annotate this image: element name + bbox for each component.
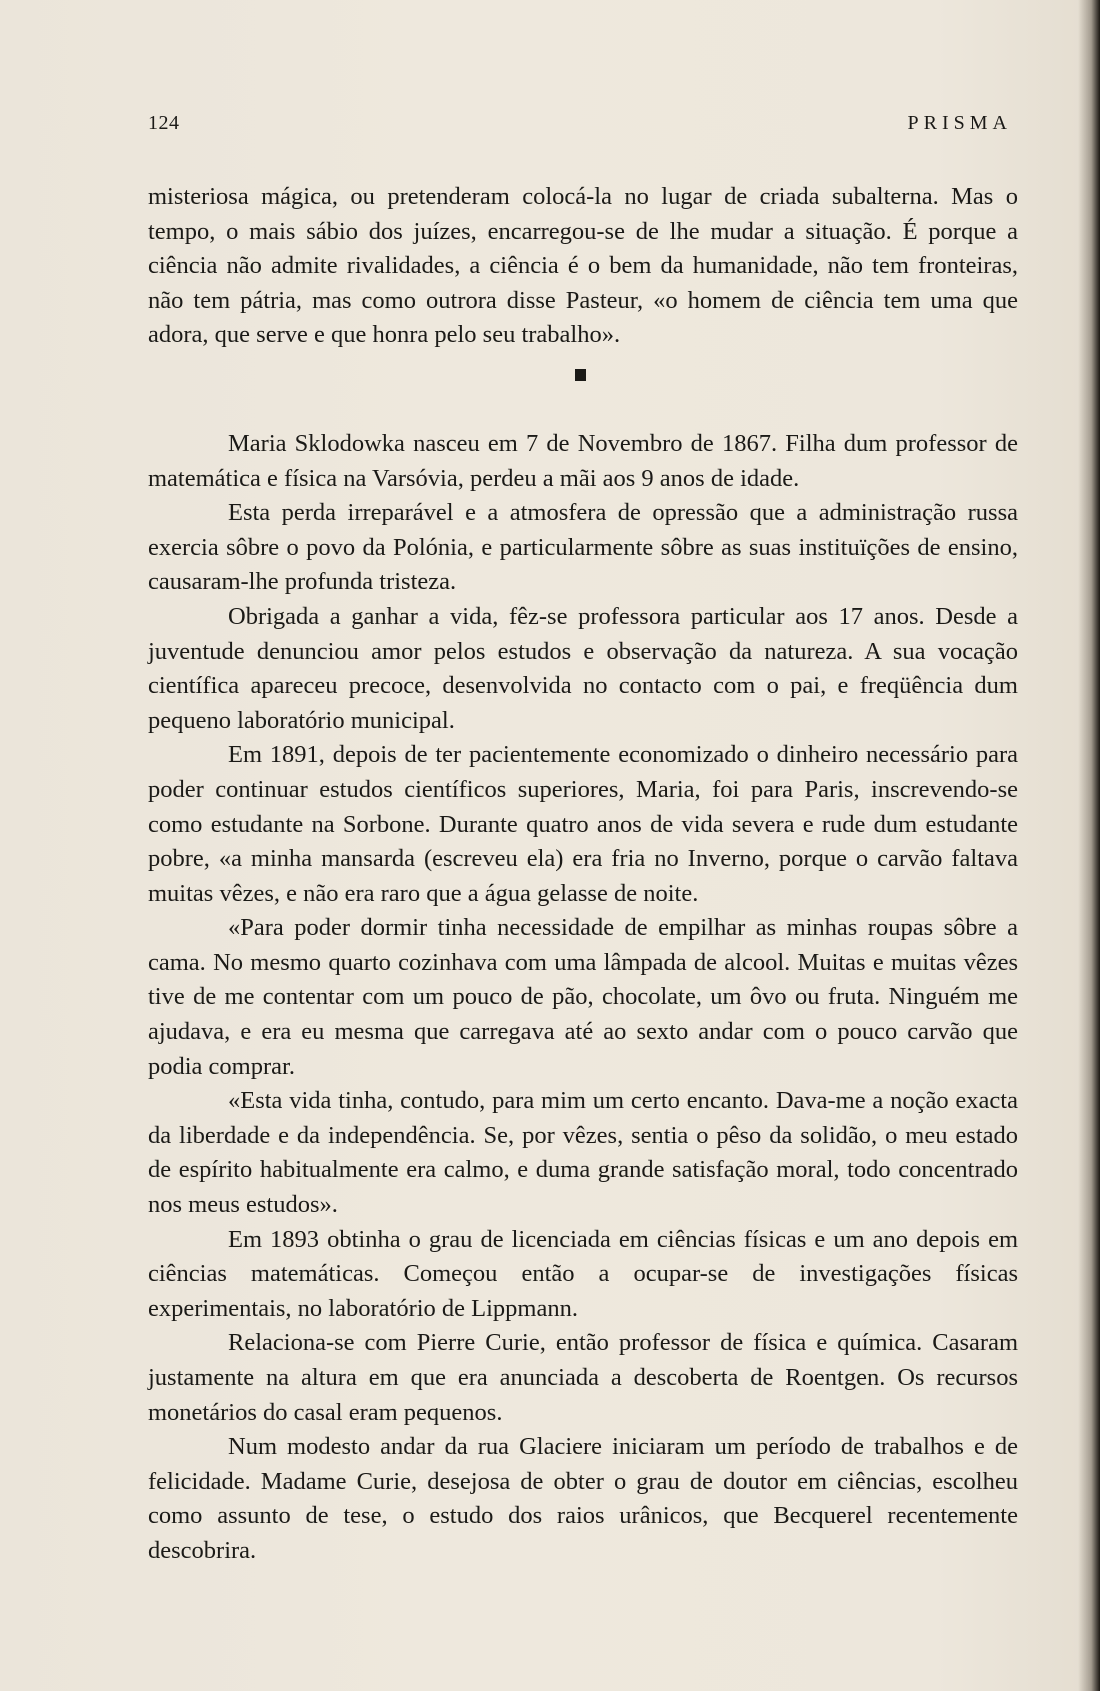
paragraph-thesis: Num modesto andar da rua Glaciere iniciaram um período de trabalhos e de felicidade. Madame Curie, desejosa de obter o grau de doutor em ciências, escolheu como assunto de tese, o estudo dos raios urânicos, que Becquerel recentemente descobrira. (148, 1433, 1018, 1564)
opening-paragraph: misteriosa mágica, ou pretenderam colocá-la no lugar de criada subalterna. Mas o tempo, o mais sábio dos juízes, encarregou-se de lhe mudar a situação. É porque a ciência não admite rivalidades, a ciência é o bem da humanidade, não tem fronteiras, não tem pátria, mas como outrora disse Pasteur, «o homem de ciência tem uma que adora, que serve e que honra pelo seu trabalho». (148, 183, 1018, 349)
paragraph-youth: Obrigada a ganhar a vida, fêz-se professora particular aos 17 anos. Desde a juventude denunciou amor pelos estudos e observação da natureza. A sua vocação científica apareceu precoce, desenvolvida no contacto com o pai, e freqüência dum pequeno laboratório municipal. (148, 602, 1018, 734)
section-break (148, 353, 1018, 421)
page-number: 124 (148, 112, 180, 134)
paragraph-loss: Esta perda irreparável e a atmosfera de opressão que a administração russa exercia sôbre o povo da Polónia, e particularmente sôbre as suas instituïções de ensino, causaram-lhe profunda tristeza. (148, 499, 1018, 596)
page-header (148, 112, 1012, 142)
paragraph-degrees: Em 1893 obtinha o grau de licenciada em ciências físicas e um ano depois em ciências matemáticas. Começou então a ocupar-se de investigações físicas experimentais, no laboratório de Lippmann. (148, 1225, 1018, 1322)
paragraph-pierre-curie: Relaciona-se com Pierre Curie, então professor de física e química. Casaram justamente na altura em que era anunciada a descoberta de Roentgen. Os recursos monetários do casal eram pequenos. (148, 1329, 1018, 1426)
spine-shadow (1078, 0, 1100, 1691)
paragraph-birth: Maria Sklodowka nasceu em 7 de Novembro de 1867. Filha dum professor de matemática e física na Varsóvia, perdeu a mãi aos 9 anos de idade. (148, 429, 1018, 492)
body-text (148, 180, 1018, 1569)
paragraph-paris: Em 1891, depois de ter pacientemente economizado o dinheiro necessário para poder continuar estudos científicos superiores, Maria, foi para Paris, inscrevendo-se como estudante na Sorbone. Durante quatro anos de vida severa e rude dum estudante pobre, «a minha mansarda (escreveu ela) era fria no Inverno, porque o carvão faltava muitas vêzes, e não era raro que a água gelasse de noite. (148, 741, 1018, 907)
paragraph-quote-freedom: «Esta vida tinha, contudo, para mim um certo encanto. Dava-me a noção exacta da liberdade e da independência. Se, por vêzes, sentia o pêso da solidão, o meu estado de espírito habitualmente era calmo, e duma grande satisfação moral, todo concentrado nos meus estudos». (148, 1087, 1018, 1219)
paragraph-quote-cold: «Para poder dormir tinha necessidade de empilhar as minhas roupas sôbre a cama. No mesmo quarto cozinhava com uma lâmpada de alcool. Muitas e muitas vêzes tive de me contentar com um pouco de pão, chocolate, um ôvo ou fruta. Ninguém me ajudava, e era eu mesma que carregava até ao sexto andar com o pouco carvão que podia comprar. (148, 914, 1018, 1080)
section-break-mark (575, 369, 586, 381)
running-title: PRISMA (907, 112, 1012, 134)
